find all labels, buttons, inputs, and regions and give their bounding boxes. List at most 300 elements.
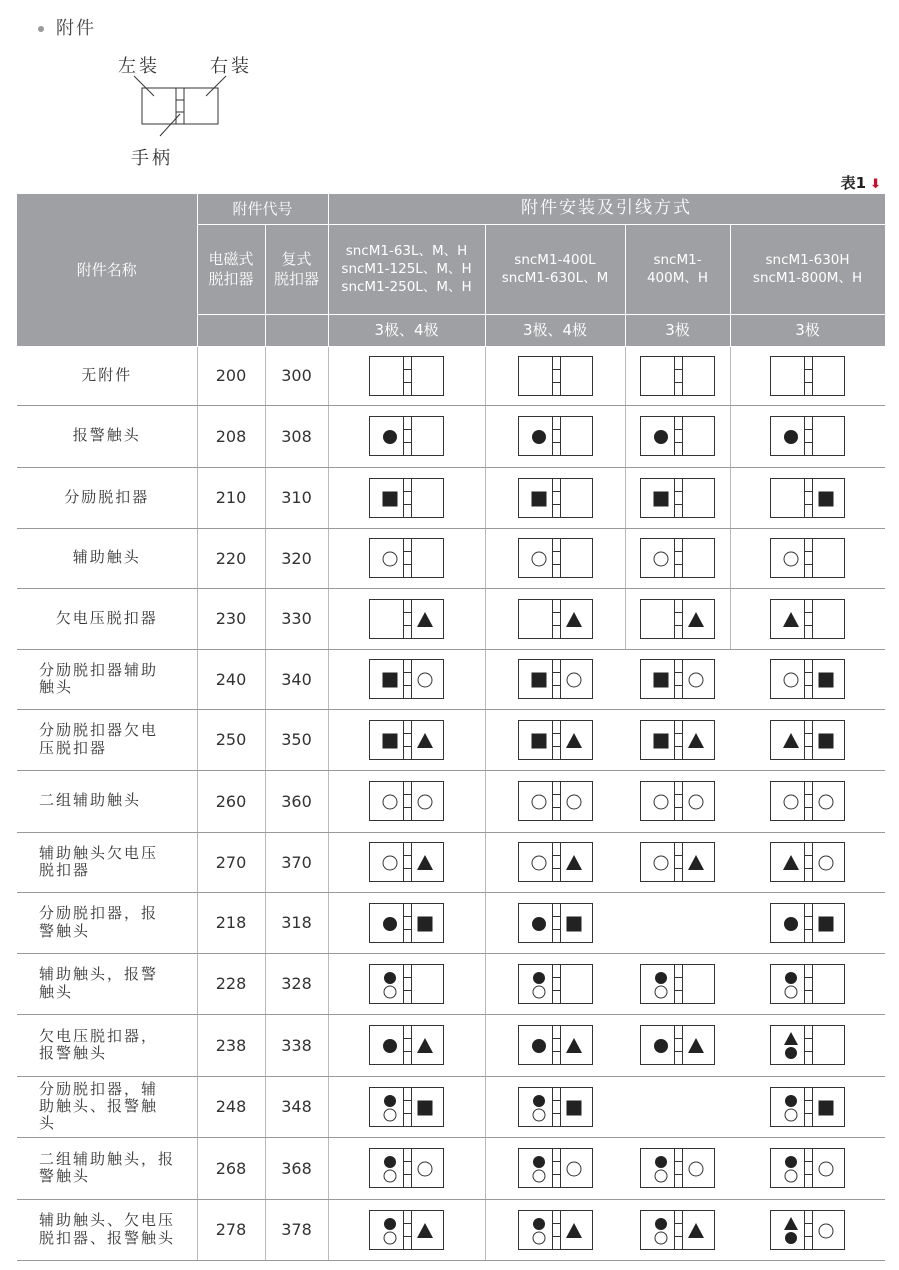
- auxiliary-contact-icon: [785, 1170, 797, 1182]
- install-diagram: [770, 538, 845, 578]
- code-electromagnetic: 220: [197, 528, 265, 588]
- handle-icon: [404, 782, 412, 821]
- install-diagram: [369, 356, 444, 396]
- table-row: [17, 953, 885, 1014]
- handle-icon: [675, 539, 683, 578]
- install-diagram: [518, 842, 593, 882]
- shunt-release-icon: [531, 733, 546, 748]
- install-cell-model-3: [625, 1014, 730, 1076]
- auxiliary-contact-icon: [384, 1109, 396, 1121]
- code-electromagnetic: 248: [197, 1076, 265, 1137]
- download-arrow-icon: ⬇: [870, 177, 881, 192]
- install-diagram: [369, 1210, 444, 1250]
- install-cell-model-2: [485, 832, 625, 892]
- handle-label: 手柄: [131, 148, 173, 169]
- auxiliary-contact-icon: [567, 795, 581, 809]
- undervoltage-release-icon: [566, 1223, 582, 1238]
- code-compound: 378: [265, 1199, 328, 1260]
- install-cell-model-4: [730, 405, 885, 467]
- handle-icon: [552, 478, 560, 517]
- breaker-outline: [518, 539, 592, 578]
- shunt-release-icon: [654, 733, 669, 748]
- auxiliary-contact-icon: [384, 986, 396, 998]
- breaker-outline: [641, 478, 715, 517]
- accessory-name: 分励脱扣器: [17, 467, 197, 528]
- install-diagram: [369, 964, 444, 1004]
- install-diagram: [770, 842, 845, 882]
- install-diagram: [770, 964, 845, 1004]
- install-diagram: [770, 416, 845, 456]
- install-cell-model-3: [625, 1199, 730, 1260]
- code-electromagnetic: 230: [197, 588, 265, 649]
- accessory-name: 二组辅助触头，报 警触头: [17, 1137, 197, 1199]
- install-cell-model-4: [730, 1199, 885, 1260]
- code-compound: 318: [265, 892, 328, 953]
- auxiliary-contact-icon: [654, 795, 668, 809]
- install-diagram: [518, 903, 593, 943]
- breaker-outline: [771, 599, 845, 638]
- breaker-outline: [641, 356, 715, 395]
- accessory-name: 无附件: [17, 346, 197, 405]
- auxiliary-contact-icon: [784, 673, 798, 687]
- alarm-contact-icon: [533, 1156, 545, 1168]
- install-cell-model-2: [485, 405, 625, 467]
- install-diagram: [369, 720, 444, 760]
- install-diagram: [640, 356, 715, 396]
- header-model-2: sncM1-400L sncM1-630L、M: [485, 224, 625, 314]
- install-diagram: [640, 842, 715, 882]
- install-cell-model-3: [625, 1076, 730, 1137]
- breaker-outline: [518, 599, 592, 638]
- install-diagram: [369, 1087, 444, 1127]
- code-compound: 368: [265, 1137, 328, 1199]
- breaker-outline: [641, 539, 715, 578]
- code-compound: 360: [265, 770, 328, 832]
- handle-icon: [404, 843, 412, 882]
- accessory-name: 分励脱扣器辅助 触头: [17, 649, 197, 709]
- handle-icon: [404, 720, 412, 759]
- code-electromagnetic: 250: [197, 709, 265, 770]
- install-cell-model-3: [625, 467, 730, 528]
- install-diagram: [369, 781, 444, 821]
- header-poles-2: 3极、4极: [485, 314, 625, 346]
- install-cell-model-2: [485, 346, 625, 405]
- handle-icon: [675, 1210, 683, 1249]
- alarm-contact-icon: [785, 1232, 797, 1244]
- handle-icon: [552, 1026, 560, 1065]
- alarm-contact-icon: [785, 1156, 797, 1168]
- code-electromagnetic: 200: [197, 346, 265, 405]
- auxiliary-contact-icon: [689, 673, 703, 687]
- install-diagram: [640, 720, 715, 760]
- handle-icon: [805, 1087, 813, 1126]
- auxiliary-contact-icon: [532, 856, 546, 870]
- code-electromagnetic: 240: [197, 649, 265, 709]
- undervoltage-release-icon: [417, 855, 433, 870]
- alarm-contact-icon: [784, 430, 798, 444]
- breaker-outline: [370, 1026, 444, 1065]
- header-model-3: sncM1- 400M、H: [625, 224, 730, 314]
- accessory-name: 辅助触头: [17, 528, 197, 588]
- header-install-group: 附件安装及引线方式: [328, 194, 885, 224]
- undervoltage-release-icon: [688, 733, 704, 748]
- install-cell-model-2: [485, 1199, 625, 1260]
- install-cell-model-1: [328, 709, 485, 770]
- auxiliary-contact-icon: [785, 1109, 797, 1121]
- handle-icon: [675, 356, 683, 395]
- breaker-outline: [641, 720, 715, 759]
- handle-icon: [675, 599, 683, 638]
- install-diagram: [369, 538, 444, 578]
- handle-icon: [552, 356, 560, 395]
- undervoltage-release-icon: [417, 733, 433, 748]
- code-electromagnetic: 238: [197, 1014, 265, 1076]
- handle-icon: [552, 417, 560, 456]
- install-diagram: [369, 1025, 444, 1065]
- alarm-contact-icon: [383, 1039, 397, 1053]
- auxiliary-contact-icon: [785, 986, 797, 998]
- install-cell-model-1: [328, 770, 485, 832]
- breaker-outline: [641, 964, 715, 1003]
- table-row: [17, 1199, 885, 1260]
- install-cell-model-3: [625, 892, 730, 953]
- breaker-outline: [771, 964, 845, 1003]
- table-row: [17, 405, 885, 467]
- install-cell-model-3: [625, 405, 730, 467]
- alarm-contact-icon: [785, 1047, 797, 1059]
- handle-icon: [552, 1087, 560, 1126]
- header-model-1: sncM1-63L、M、H sncM1-125L、M、H sncM1-250L、M、H: [328, 224, 485, 314]
- alarm-contact-icon: [784, 917, 798, 931]
- handle-icon: [805, 1210, 813, 1249]
- shunt-release-icon: [566, 1100, 581, 1115]
- install-cell-model-2: [485, 528, 625, 588]
- accessory-name: 分励脱扣器，报 警触头: [17, 892, 197, 953]
- accessory-name: 辅助触头、欠电压 脱扣器、报警触头: [17, 1199, 197, 1260]
- handle-icon: [805, 1026, 813, 1065]
- left-install-label: 左装: [118, 56, 160, 77]
- handle-icon: [404, 964, 412, 1003]
- install-cell-model-4: [730, 467, 885, 528]
- breaker-outline: [370, 1210, 444, 1249]
- handle-icon: [805, 478, 813, 517]
- breaker-outline: [641, 599, 715, 638]
- install-cell-model-2: [485, 770, 625, 832]
- handle-icon: [675, 843, 683, 882]
- auxiliary-contact-icon: [383, 552, 397, 566]
- shunt-release-icon: [654, 673, 669, 688]
- auxiliary-contact-icon: [418, 673, 432, 687]
- handle-icon: [404, 599, 412, 638]
- handle-icon: [404, 1026, 412, 1065]
- install-cell-model-4: [730, 649, 885, 709]
- install-cell-model-3: [625, 588, 730, 649]
- handle-icon: [805, 1149, 813, 1188]
- install-cell-model-3: [625, 528, 730, 588]
- handle-icon: [805, 903, 813, 942]
- install-cell-model-4: [730, 528, 885, 588]
- breaker-outline: [370, 539, 444, 578]
- breaker-outline: [518, 356, 592, 395]
- install-cell-model-2: [485, 953, 625, 1014]
- install-cell-model-4: [730, 588, 885, 649]
- install-cell-model-2: [485, 1014, 625, 1076]
- table-row: [17, 528, 885, 588]
- install-cell-model-1: [328, 1014, 485, 1076]
- breaker-outline: [641, 1210, 715, 1249]
- shunt-release-icon: [819, 916, 834, 931]
- handle-icon: [805, 720, 813, 759]
- breaker-outline: [370, 356, 444, 395]
- handle-icon: [552, 599, 560, 638]
- alarm-contact-icon: [532, 1039, 546, 1053]
- auxiliary-contact-icon: [689, 795, 703, 809]
- install-diagram: [770, 478, 845, 518]
- table-caption-text: 表1: [840, 174, 867, 192]
- install-cell-model-2: [485, 1076, 625, 1137]
- alarm-contact-icon: [532, 917, 546, 931]
- install-cell-model-1: [328, 1199, 485, 1260]
- handle-icon: [675, 782, 683, 821]
- alarm-contact-icon: [785, 972, 797, 984]
- handle-icon: [675, 964, 683, 1003]
- code-compound: 310: [265, 467, 328, 528]
- install-cell-model-1: [328, 467, 485, 528]
- install-diagram: [640, 1148, 715, 1188]
- table-row: [17, 709, 885, 770]
- install-diagram: [640, 1025, 715, 1065]
- code-compound: 328: [265, 953, 328, 1014]
- breaker-outline: [370, 478, 444, 517]
- handle-icon: [552, 660, 560, 699]
- handle-icon: [805, 539, 813, 578]
- header-model-4: sncM1-630H sncM1-800M、H: [730, 224, 885, 314]
- code-compound: 338: [265, 1014, 328, 1076]
- accessory-name: 报警触头: [17, 405, 197, 467]
- table-row: [17, 346, 885, 405]
- install-diagram: [770, 659, 845, 699]
- install-cell-model-3: [625, 1137, 730, 1199]
- undervoltage-release-icon: [784, 1032, 798, 1045]
- alarm-contact-icon: [654, 430, 668, 444]
- install-cell-model-3: [625, 709, 730, 770]
- install-diagram: [770, 1087, 845, 1127]
- auxiliary-contact-icon: [533, 1109, 545, 1121]
- handle-icon: [552, 843, 560, 882]
- table-row: [17, 467, 885, 528]
- install-cell-model-4: [730, 832, 885, 892]
- handle-icon: [552, 1149, 560, 1188]
- install-cell-model-1: [328, 405, 485, 467]
- auxiliary-contact-icon: [384, 1170, 396, 1182]
- install-diagram: [518, 720, 593, 760]
- header-poles-3: 3极: [625, 314, 730, 346]
- install-diagram: [518, 1210, 593, 1250]
- undervoltage-release-icon: [566, 733, 582, 748]
- install-cell-model-3: [625, 953, 730, 1014]
- auxiliary-contact-icon: [819, 1224, 833, 1238]
- code-electromagnetic: 228: [197, 953, 265, 1014]
- breaker-outline: [641, 843, 715, 882]
- header-accessory-name: 附件名称: [17, 194, 197, 346]
- install-cell-model-4: [730, 770, 885, 832]
- undervoltage-release-icon: [783, 733, 799, 748]
- install-diagram: [770, 1148, 845, 1188]
- undervoltage-release-icon: [783, 612, 799, 627]
- code-electromagnetic: 278: [197, 1199, 265, 1260]
- install-diagram: [518, 478, 593, 518]
- code-electromagnetic: 208: [197, 405, 265, 467]
- handle-icon: [805, 599, 813, 638]
- header-poles-1: 3极、4极: [328, 314, 485, 346]
- code-compound: 350: [265, 709, 328, 770]
- handle-icon: [404, 478, 412, 517]
- shunt-release-icon: [654, 491, 669, 506]
- table-caption: [841, 172, 881, 193]
- handle-icon: [675, 417, 683, 456]
- install-diagram: [640, 478, 715, 518]
- undervoltage-release-icon: [417, 1223, 433, 1238]
- install-cell-model-2: [485, 709, 625, 770]
- install-diagram: [369, 599, 444, 639]
- install-diagram: [640, 538, 715, 578]
- accessory-name: 欠电压脱扣器， 报警触头: [17, 1014, 197, 1076]
- install-cell-model-1: [328, 953, 485, 1014]
- handle-icon: [552, 903, 560, 942]
- code-compound: 348: [265, 1076, 328, 1137]
- install-diagram: [770, 356, 845, 396]
- breaker-outline: [370, 843, 444, 882]
- breaker-outline: [370, 720, 444, 759]
- install-diagram: [640, 599, 715, 639]
- shunt-release-icon: [531, 673, 546, 688]
- install-cell-model-4: [730, 1076, 885, 1137]
- alarm-contact-icon: [384, 1156, 396, 1168]
- install-diagram: [770, 599, 845, 639]
- undervoltage-release-icon: [688, 855, 704, 870]
- handle-icon: [404, 1210, 412, 1249]
- header-code-electromagnetic: 电磁式 脱扣器: [197, 224, 265, 314]
- install-cell-model-1: [328, 1076, 485, 1137]
- auxiliary-contact-icon: [418, 1162, 432, 1176]
- undervoltage-release-icon: [783, 855, 799, 870]
- table-row: [17, 649, 885, 709]
- alarm-contact-icon: [384, 972, 396, 984]
- auxiliary-contact-icon: [384, 1232, 396, 1244]
- handle-icon: [552, 1210, 560, 1249]
- bullet-dot-icon: [38, 26, 44, 32]
- breaker-outline: [641, 417, 715, 456]
- install-cell-model-1: [328, 832, 485, 892]
- breaker-outline: [518, 478, 592, 517]
- handle-icon: [404, 903, 412, 942]
- install-cell-model-3: [625, 649, 730, 709]
- install-cell-model-3: [625, 346, 730, 405]
- alarm-contact-icon: [655, 972, 667, 984]
- handle-icon: [805, 356, 813, 395]
- code-electromagnetic: 260: [197, 770, 265, 832]
- install-diagram: [518, 1025, 593, 1065]
- install-diagram: [518, 781, 593, 821]
- undervoltage-release-icon: [688, 1223, 704, 1238]
- table-row: [17, 892, 885, 953]
- install-diagram: [770, 903, 845, 943]
- install-diagram: [518, 599, 593, 639]
- section-heading: [38, 14, 96, 40]
- handle-icon: [552, 964, 560, 1003]
- auxiliary-contact-icon: [689, 1162, 703, 1176]
- install-diagram: [640, 659, 715, 699]
- table-row: [17, 588, 885, 649]
- install-cell-model-2: [485, 892, 625, 953]
- breaker-outline: [370, 417, 444, 456]
- breaker-outline: [370, 964, 444, 1003]
- code-compound: 340: [265, 649, 328, 709]
- shunt-release-icon: [383, 491, 398, 506]
- alarm-contact-icon: [533, 1095, 545, 1107]
- auxiliary-contact-icon: [532, 795, 546, 809]
- auxiliary-contact-icon: [784, 552, 798, 566]
- install-cell-model-2: [485, 467, 625, 528]
- table-row: [17, 1014, 885, 1076]
- table-row: [17, 1076, 885, 1137]
- install-diagram: [518, 1087, 593, 1127]
- alarm-contact-icon: [654, 1039, 668, 1053]
- alarm-contact-icon: [655, 1156, 667, 1168]
- install-position-diagram: [120, 74, 240, 154]
- header-poles-4: 3极: [730, 314, 885, 346]
- handle-icon: [552, 539, 560, 578]
- undervoltage-release-icon: [566, 612, 582, 627]
- handle-icon: [552, 782, 560, 821]
- handle-icon: [675, 720, 683, 759]
- auxiliary-contact-icon: [655, 986, 667, 998]
- auxiliary-contact-icon: [655, 1170, 667, 1182]
- auxiliary-contact-icon: [567, 1162, 581, 1176]
- install-diagram: [369, 903, 444, 943]
- shunt-release-icon: [819, 491, 834, 506]
- install-diagram: [369, 416, 444, 456]
- code-electromagnetic: 218: [197, 892, 265, 953]
- handle-icon: [404, 417, 412, 456]
- handle-icon: [805, 417, 813, 456]
- auxiliary-contact-icon: [383, 795, 397, 809]
- handle-icon: [675, 660, 683, 699]
- install-cell-model-4: [730, 953, 885, 1014]
- handle-icon: [805, 964, 813, 1003]
- alarm-contact-icon: [384, 1218, 396, 1230]
- handle-icon: [805, 660, 813, 699]
- install-diagram: [369, 1148, 444, 1188]
- alarm-contact-icon: [655, 1218, 667, 1230]
- auxiliary-contact-icon: [533, 1170, 545, 1182]
- handle-icon: [404, 1149, 412, 1188]
- install-cell-model-3: [625, 832, 730, 892]
- accessory-name: 辅助触头欠电压 脱扣器: [17, 832, 197, 892]
- undervoltage-release-icon: [417, 1038, 433, 1053]
- breaker-outline: [518, 1210, 592, 1249]
- install-diagram: [770, 781, 845, 821]
- undervoltage-release-icon: [688, 612, 704, 627]
- shunt-release-icon: [819, 1100, 834, 1115]
- breaker-outline: [641, 1026, 715, 1065]
- section-title: 附件: [56, 18, 96, 39]
- accessory-name: 分励脱扣器，辅 助触头、报警触 头: [17, 1076, 197, 1137]
- code-electromagnetic: 210: [197, 467, 265, 528]
- auxiliary-contact-icon: [655, 1232, 667, 1244]
- auxiliary-contact-icon: [819, 856, 833, 870]
- breaker-outline: [771, 356, 845, 395]
